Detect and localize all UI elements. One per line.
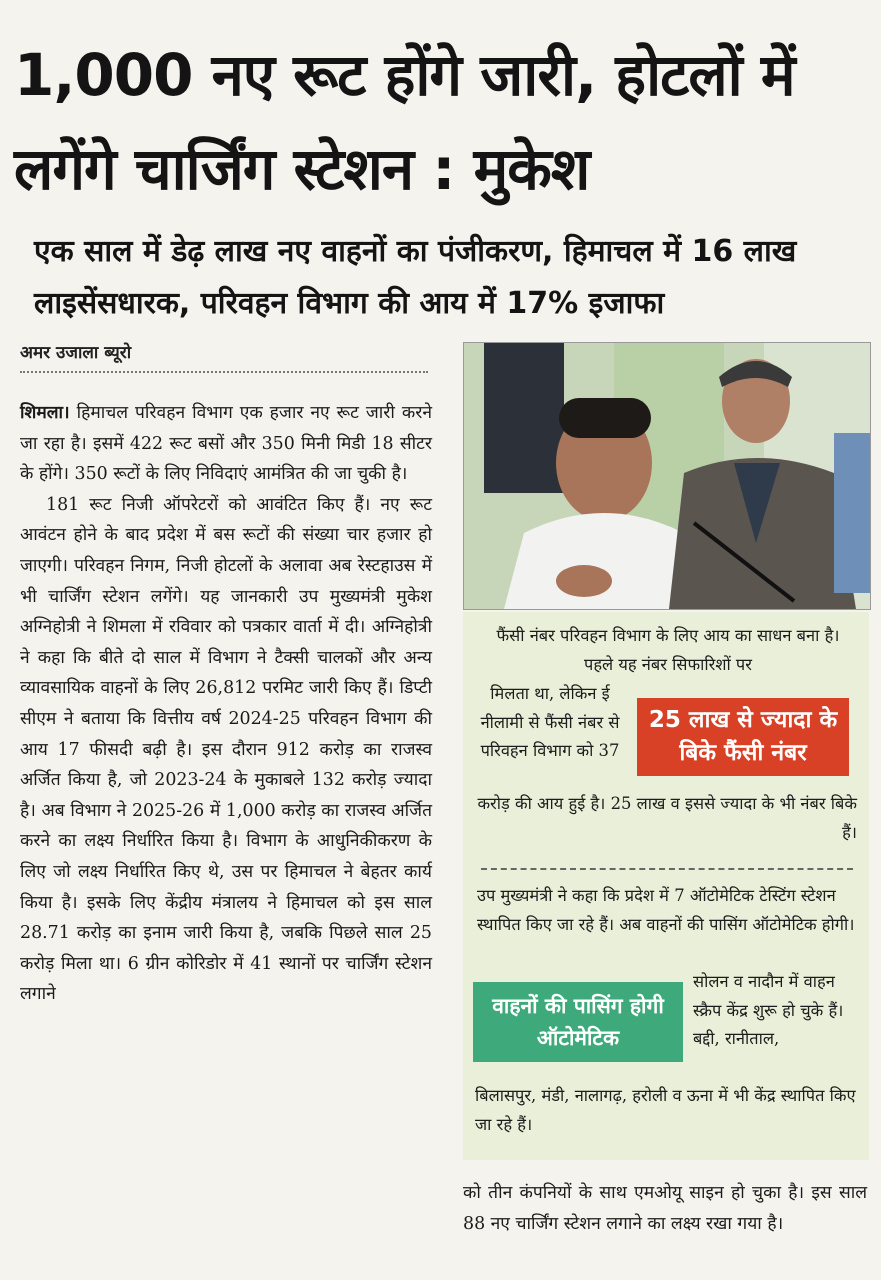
headline: 1,000 नए रूट होंगे जारी, होटलों में लगेंगे चार्जिंग स्टेशन : मुकेश	[14, 41, 795, 203]
fancy-number-badge: 25 लाख से ज्यादा के बिके फैंसी नंबर	[637, 698, 849, 776]
scrap-centre-text-right: सोलन व नादौन में वाहन स्क्रैप केंद्र शुरू हो चुके हैं। बद्दी, रानीताल,	[693, 972, 844, 1049]
fancy-number-text-top: फैंसी नंबर परिवहन विभाग के लिए आय का साधन बना है। पहले यह नंबर सिफारिशों पर	[496, 626, 840, 674]
article-column-left	[20, 398, 432, 1010]
sidebar-divider	[481, 868, 853, 870]
auto-passing-badge: वाहनों की पासिंग होगी ऑटोमेटिक	[473, 982, 683, 1062]
article-paragraph-3: को तीन कंपनियों के साथ एमओयू साइन हो चुका है। इस साल 88 नए चार्जिंग स्टेशन लगाने का लक्ष्य रखा गया है।	[463, 1183, 867, 1234]
press-conference-photo	[463, 342, 871, 610]
fancy-number-text-bottom: करोड़ की आय हुई है। 25 लाख व इससे ज्यादा के भी नंबर बिके हैं।	[477, 794, 857, 842]
sidebar-box	[463, 612, 869, 1160]
scrap-centre-text-bottom: बिलासपुर, मंडी, नालागढ़, हरोली व ऊना में भी केंद्र स्थापित किए जा रहे हैं।	[475, 1086, 856, 1134]
subheadline: एक साल में डेढ़ लाख नए वाहनों का पंजीकरण, हिमाचल में 16 लाख लाइसेंसधारक, परिवहन विभाग की आय में 17% इजाफा	[34, 234, 797, 321]
article-paragraph-1	[20, 398, 432, 490]
dateline: शिमला।	[20, 403, 70, 423]
photo-illustration	[464, 343, 870, 609]
article-p1-text: हिमाचल परिवहन विभाग एक हजार नए रूट जारी करने जा रहा है। इसमें 422 रूट बसों और 350 मिनी मिडी 18 सीटर के होंगे। 350 रूटों के लिए निविदाएं आमंत्रित की जा चुकी है।	[20, 403, 433, 485]
auto-testing-text-top: उप मुख्यमंत्री ने कहा कि प्रदेश में 7 ऑटोमेटिक टेस्टिंग स्टेशन स्थापित किए जा रहे हैं। अब वाहनों की पासिंग ऑटोमेटिक होगी।	[477, 886, 855, 934]
byline: अमर उजाला ब्यूरो	[20, 340, 428, 373]
article-paragraph-2: 181 रूट निजी ऑपरेटरों को आवंटित किए हैं। नए रूट आवंटन होने के बाद प्रदेश में बस रूटों की संख्या चार हजार हो जाएगी। परिवहन निगम, निजी होटलों के अलावा अब रेस्टहाउस में भी चार्जिंग स्टेशन लगेंगे। यह जानकारी उप मुख्यमंत्री मुकेश अग्निहोत्री ने शिमला में रविवार को पत्रकार वार्ता में दी। अग्निहोत्री ने कहा कि बीते दो साल में विभाग ने टैक्सी चालकों और अन्य व्यावसायिक वाहनों के लिए 26,812 परमिट जारी किए हैं। डिप्टी सीएम ने बताया कि वित्तीय वर्ष 2024-25 परिवहन विभाग की आय 17 फीसदी बढ़ी है। इस दौरान 912 करोड़ का राजस्व अर्जित किया है, जो 2023-24 के मुकाबले 132 करोड़ ज्यादा है। अब विभाग ने 2025-26 में 1,000 करोड़ का राजस्व अर्जित करने का लक्ष्य निर्धारित किया है। विभाग के आधुनिकीकरण के लिए जो लक्ष्य निर्धारित किए थे, उस पर हिमाचल ने बेहतर कार्य किया है। इसके लिए केंद्रीय मंत्रालय ने हिमाचल को इस साल 28.71 करोड़ का इनाम जारी किया है, जबकि पिछले साल 25 करोड़ मिला था। 6 ग्रीन कोरिडोर में 41 स्थानों पर चार्जिंग स्टेशन लगाने	[20, 494, 432, 1005]
fancy-number-text-left: मिलता था, लेकिन ई नीलामी से फैंसी नंबर से परिवहन विभाग को 37	[480, 684, 620, 761]
